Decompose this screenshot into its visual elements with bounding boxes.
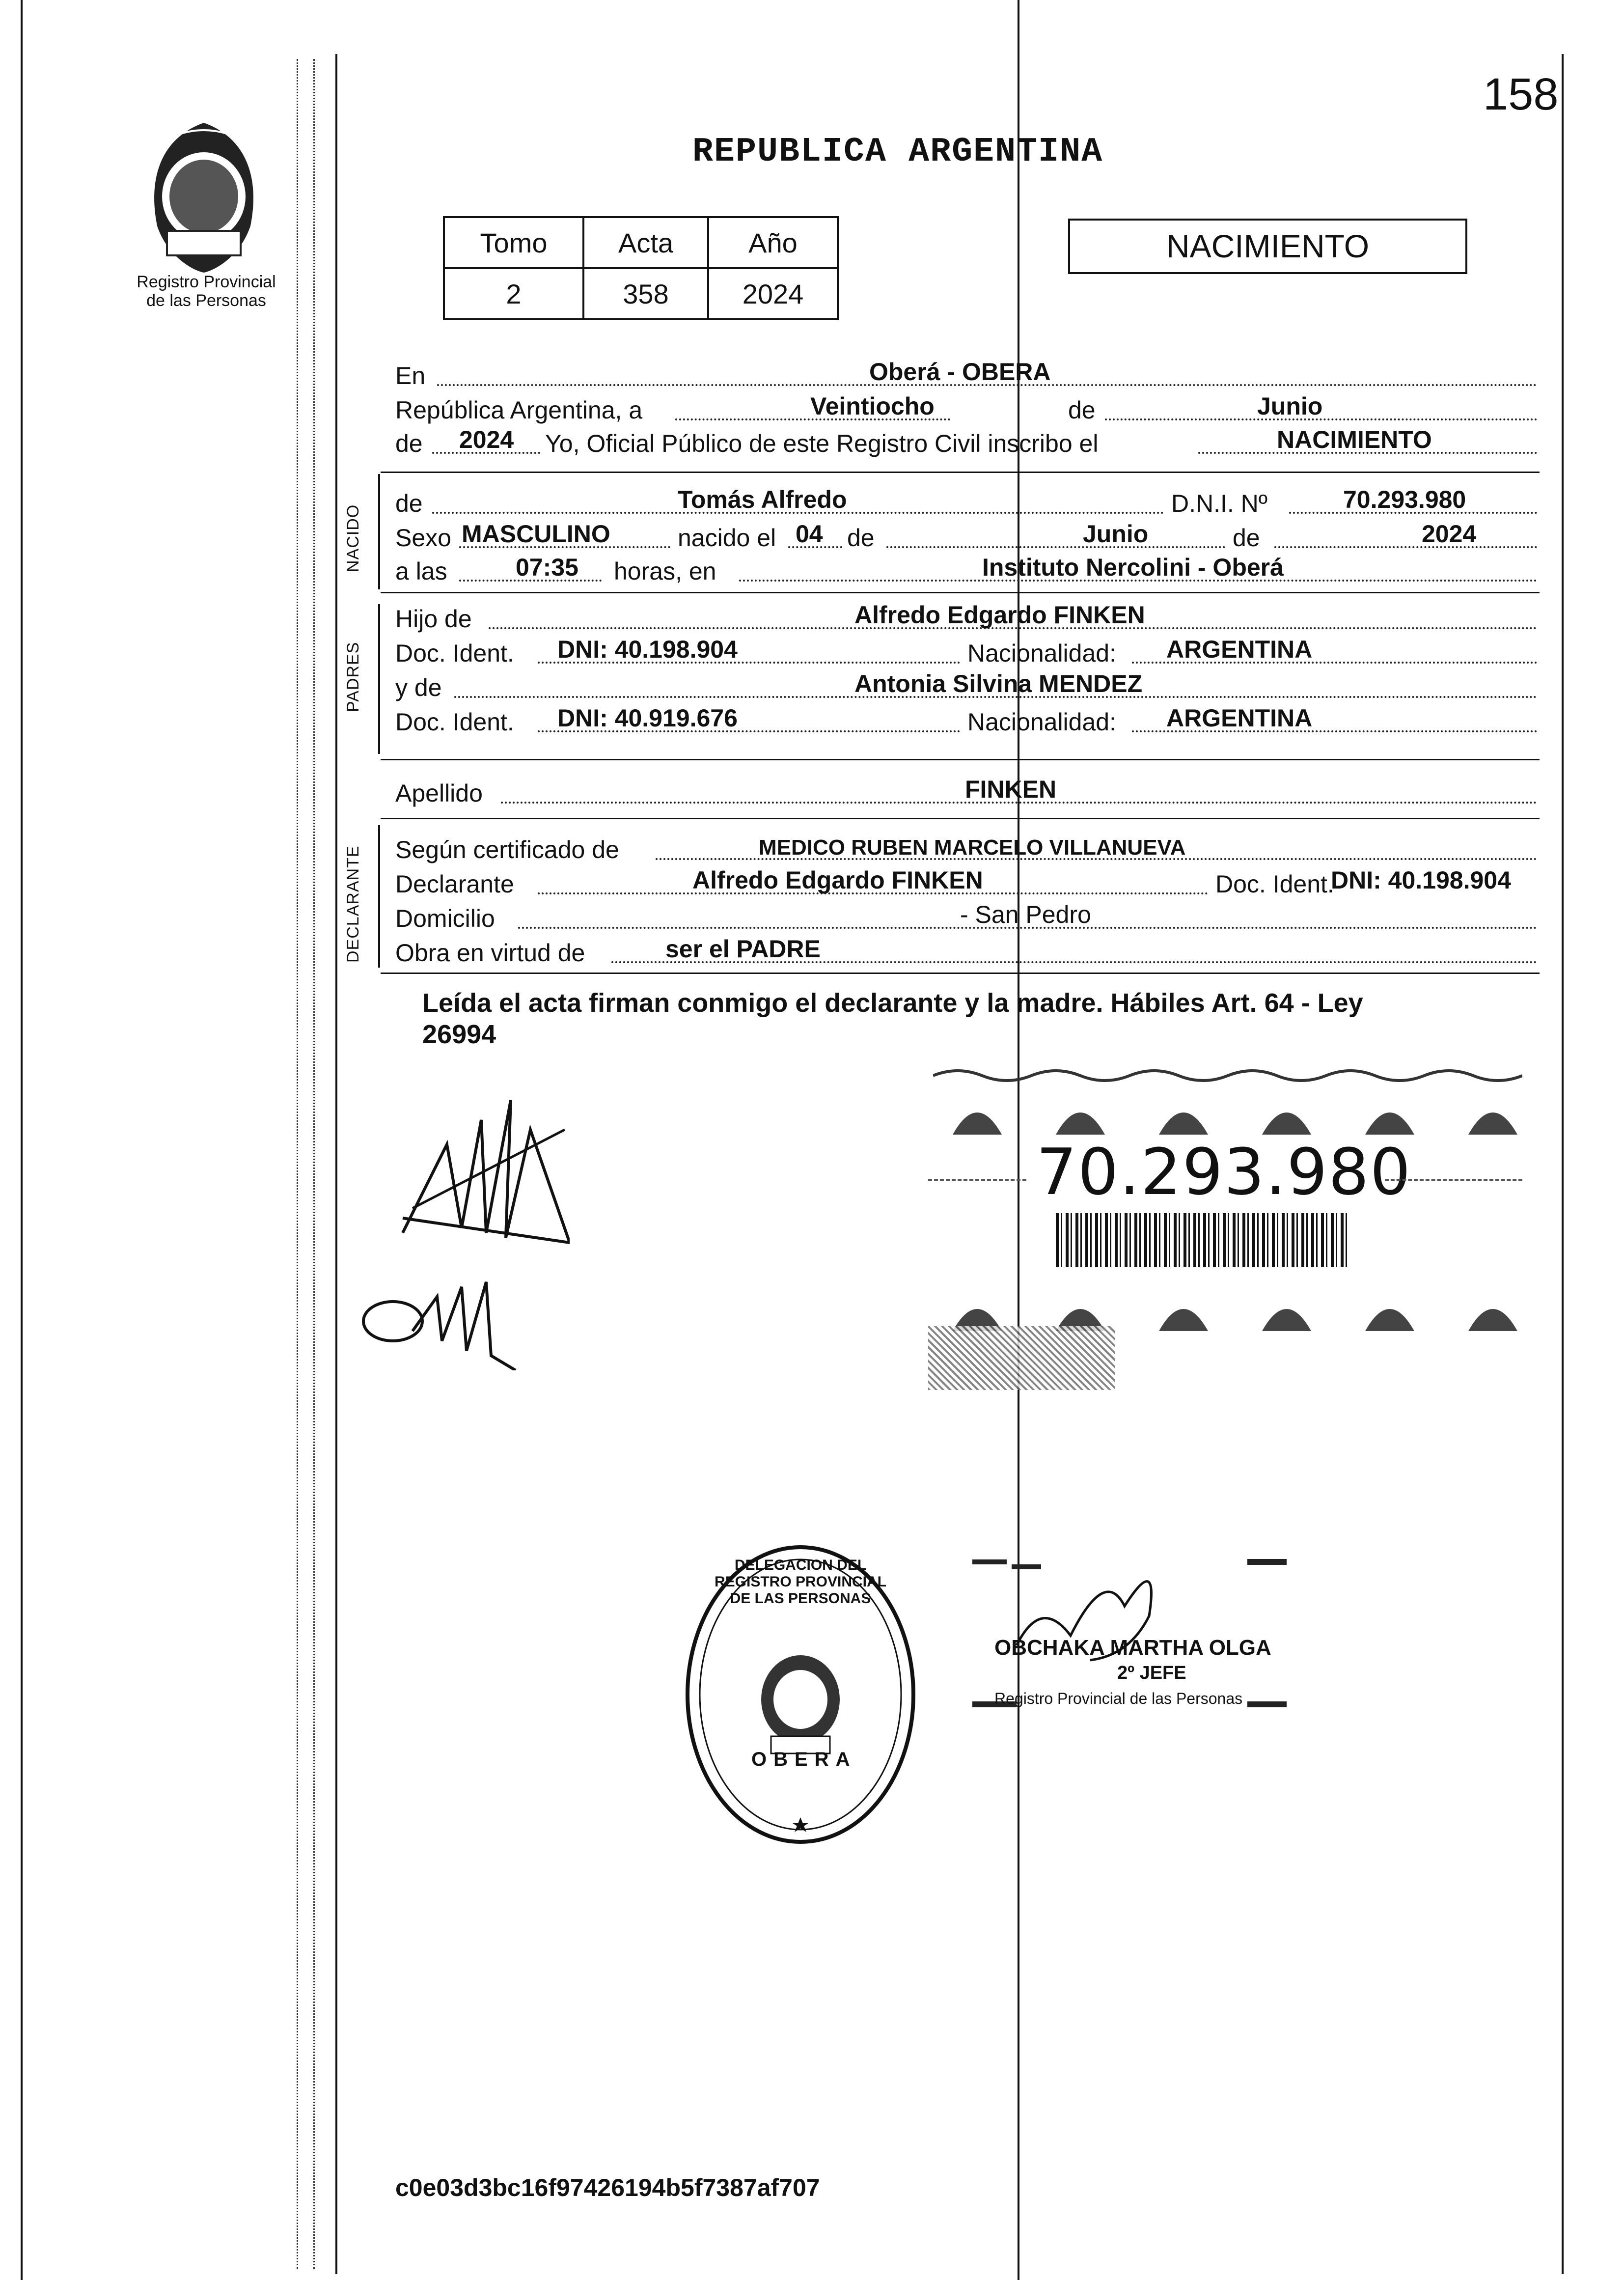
official-office: Registro Provincial de las Personas	[994, 1690, 1243, 1707]
record-table-header	[444, 217, 838, 268]
security-band-top	[933, 1066, 1522, 1135]
nacido-label: nacido el	[678, 524, 776, 552]
padre-nac-value: ARGENTINA	[1166, 636, 1313, 663]
anio-header: Año	[708, 217, 838, 268]
page-title: REPUBLICA ARGENTINA	[692, 133, 1103, 171]
republica-label: República Argentina, a	[395, 396, 643, 424]
left-border-line	[21, 0, 23, 2280]
obra-label: Obra en virtud de	[395, 939, 585, 967]
record-table-values	[444, 268, 838, 319]
section-label-padres: PADRES	[344, 641, 362, 712]
certificado-value: MEDICO RUBEN MARCELO VILLANUEVA	[759, 835, 1186, 860]
declarante-doc-label: Doc. Ident.	[1215, 870, 1334, 898]
margin-dotted-line	[297, 59, 298, 2269]
seal-city: OBERA	[751, 1749, 857, 1770]
declarante-doc-value: DNI: 40.198.904	[1331, 866, 1511, 894]
section-label-declarante: DECLARANTE	[344, 845, 362, 963]
oficial-text: Yo, Oficial Público de este Registro Civil inscribo el	[545, 430, 1099, 457]
yde-label: y de	[395, 674, 442, 701]
rule-1	[381, 472, 1540, 473]
right-border-line	[1562, 54, 1564, 2274]
nacido-dia: 04	[796, 520, 823, 548]
madre-nac-label: Nacionalidad:	[967, 708, 1116, 736]
apellido-label: Apellido	[395, 779, 483, 807]
official-signature	[943, 1547, 1287, 1712]
row-apellido	[395, 776, 1540, 810]
sexo-label: Sexo	[395, 524, 451, 552]
nacido-de-2: de	[1233, 524, 1260, 552]
declarante-value: Alfredo Edgardo FINKEN	[692, 866, 983, 894]
de-label: de	[1068, 396, 1096, 424]
padre-doc-label: Doc. Ident.	[395, 640, 514, 667]
section-bar-declarante	[378, 825, 380, 968]
row-sexo	[395, 521, 1540, 555]
dia-value: Veintiocho	[810, 392, 935, 420]
rule-3	[381, 759, 1540, 760]
mother-signature	[358, 1257, 530, 1373]
barcode	[1056, 1213, 1350, 1267]
row-republica	[395, 393, 1540, 427]
alas-label: a las	[395, 557, 447, 585]
logo-caption	[118, 273, 295, 310]
nombre-label: de	[395, 490, 423, 517]
section-bar-nacido	[378, 474, 380, 589]
section-label-nacido: NACIDO	[344, 504, 362, 572]
seal-ring-text: DELEGACION DEL REGISTRO PROVINCIAL DE LAS PERSONAS	[714, 1557, 887, 1607]
madre-doc-value: DNI: 40.919.676	[557, 704, 738, 732]
row-madre	[395, 670, 1540, 705]
official-role: 2º JEFE	[1117, 1663, 1186, 1683]
row-padre	[395, 602, 1540, 636]
tomo-value: 2	[444, 268, 583, 319]
signature-2-icon	[358, 1257, 530, 1370]
row-declarante	[395, 867, 1540, 901]
madre-value: Antonia Silvina MENDEZ	[854, 670, 1143, 697]
padre-doc-value: DNI: 40.198.904	[557, 636, 738, 663]
domicilio-value: - San Pedro	[960, 901, 1091, 928]
dni-value: 70.293.980	[1343, 486, 1466, 513]
de-label-2: de	[395, 430, 423, 457]
closing-text-line1: Leída el acta firman conmigo el declarante y la madre. Hábiles Art. 64 - Ley	[422, 988, 1363, 1018]
domicilio-label: Domicilio	[395, 905, 495, 932]
nombre-value: Tomás Alfredo	[678, 486, 847, 513]
row-domicilio	[395, 901, 1540, 936]
closing-text-line2: 26994	[422, 1020, 496, 1049]
province-shield-icon	[133, 118, 275, 275]
margin-line	[335, 54, 337, 2274]
security-band-bottom	[933, 1277, 1522, 1331]
logo-caption-line2: de las Personas	[146, 291, 266, 310]
dash-right	[1385, 1179, 1522, 1181]
guilloche-pattern-icon	[933, 1066, 1522, 1135]
section-bar-padres	[378, 604, 380, 754]
guilloche-bottom-icon	[933, 1277, 1522, 1331]
rule-2	[381, 592, 1540, 593]
hora-value: 07:35	[516, 554, 578, 581]
obra-value: ser el PADRE	[665, 935, 821, 963]
en-value: Oberá - OBERA	[869, 358, 1051, 386]
logo-caption-line1: Registro Provincial	[137, 273, 276, 291]
margin-dotted-line-2	[313, 59, 315, 2269]
official-name: OBCHAKA MARTHA OLGA	[994, 1636, 1271, 1660]
lugar-value: Instituto Nercolini - Oberá	[982, 554, 1284, 581]
horas-en-label: horas, en	[614, 557, 716, 585]
nacido-de-1: de	[847, 524, 875, 552]
segun-label: Según certificado de	[395, 836, 619, 863]
row-padre-doc	[395, 636, 1540, 670]
en-label: En	[395, 362, 426, 389]
row-obra	[395, 936, 1540, 970]
row-hora	[395, 554, 1540, 588]
tomo-header: Tomo	[444, 217, 583, 268]
dni-label: D.N.I. Nº	[1171, 490, 1268, 517]
closing-text	[422, 987, 1532, 1050]
page-number: 158	[1483, 69, 1559, 119]
declarante-label: Declarante	[395, 870, 514, 898]
nacido-anio: 2024	[1422, 520, 1477, 548]
padre-nac-label: Nacionalidad:	[967, 640, 1116, 667]
hijo-label: Hijo de	[395, 605, 472, 633]
record-type-box: NACIMIENTO	[1068, 219, 1467, 274]
anio-value: 2024	[708, 268, 838, 319]
anio-inscripcion: 2024	[459, 426, 514, 453]
security-mesh	[928, 1326, 1115, 1390]
madre-nac-value: ARGENTINA	[1166, 704, 1313, 732]
row-madre-doc	[395, 705, 1540, 739]
mes-value: Junio	[1257, 392, 1323, 420]
row-oficial	[395, 426, 1540, 461]
inscribe-value: NACIMIENTO	[1277, 426, 1432, 453]
row-certificado	[395, 833, 1540, 867]
declarant-signature	[383, 1071, 570, 1260]
apellido-value: FINKEN	[965, 776, 1057, 803]
row-en	[395, 359, 1540, 393]
center-fold-line	[1018, 0, 1019, 2280]
rule-5	[381, 973, 1540, 974]
rule-4	[381, 818, 1540, 819]
signature-3-icon	[943, 1547, 1287, 1709]
record-table	[443, 216, 839, 320]
acta-header: Acta	[583, 217, 708, 268]
province-logo	[133, 118, 275, 275]
sexo-value: MASCULINO	[462, 520, 610, 548]
dash-left	[928, 1179, 1026, 1181]
stamp-number: 70.293.980	[1036, 1135, 1412, 1209]
signature-1-icon	[383, 1071, 570, 1257]
row-nombre	[395, 486, 1540, 521]
madre-doc-label: Doc. Ident.	[395, 708, 514, 736]
nacido-mes: Junio	[1083, 520, 1149, 548]
document-hash: c0e03d3bc16f97426194b5f7387af707	[395, 2174, 820, 2201]
acta-value: 358	[583, 268, 708, 319]
padre-value: Alfredo Edgardo FINKEN	[854, 601, 1145, 629]
